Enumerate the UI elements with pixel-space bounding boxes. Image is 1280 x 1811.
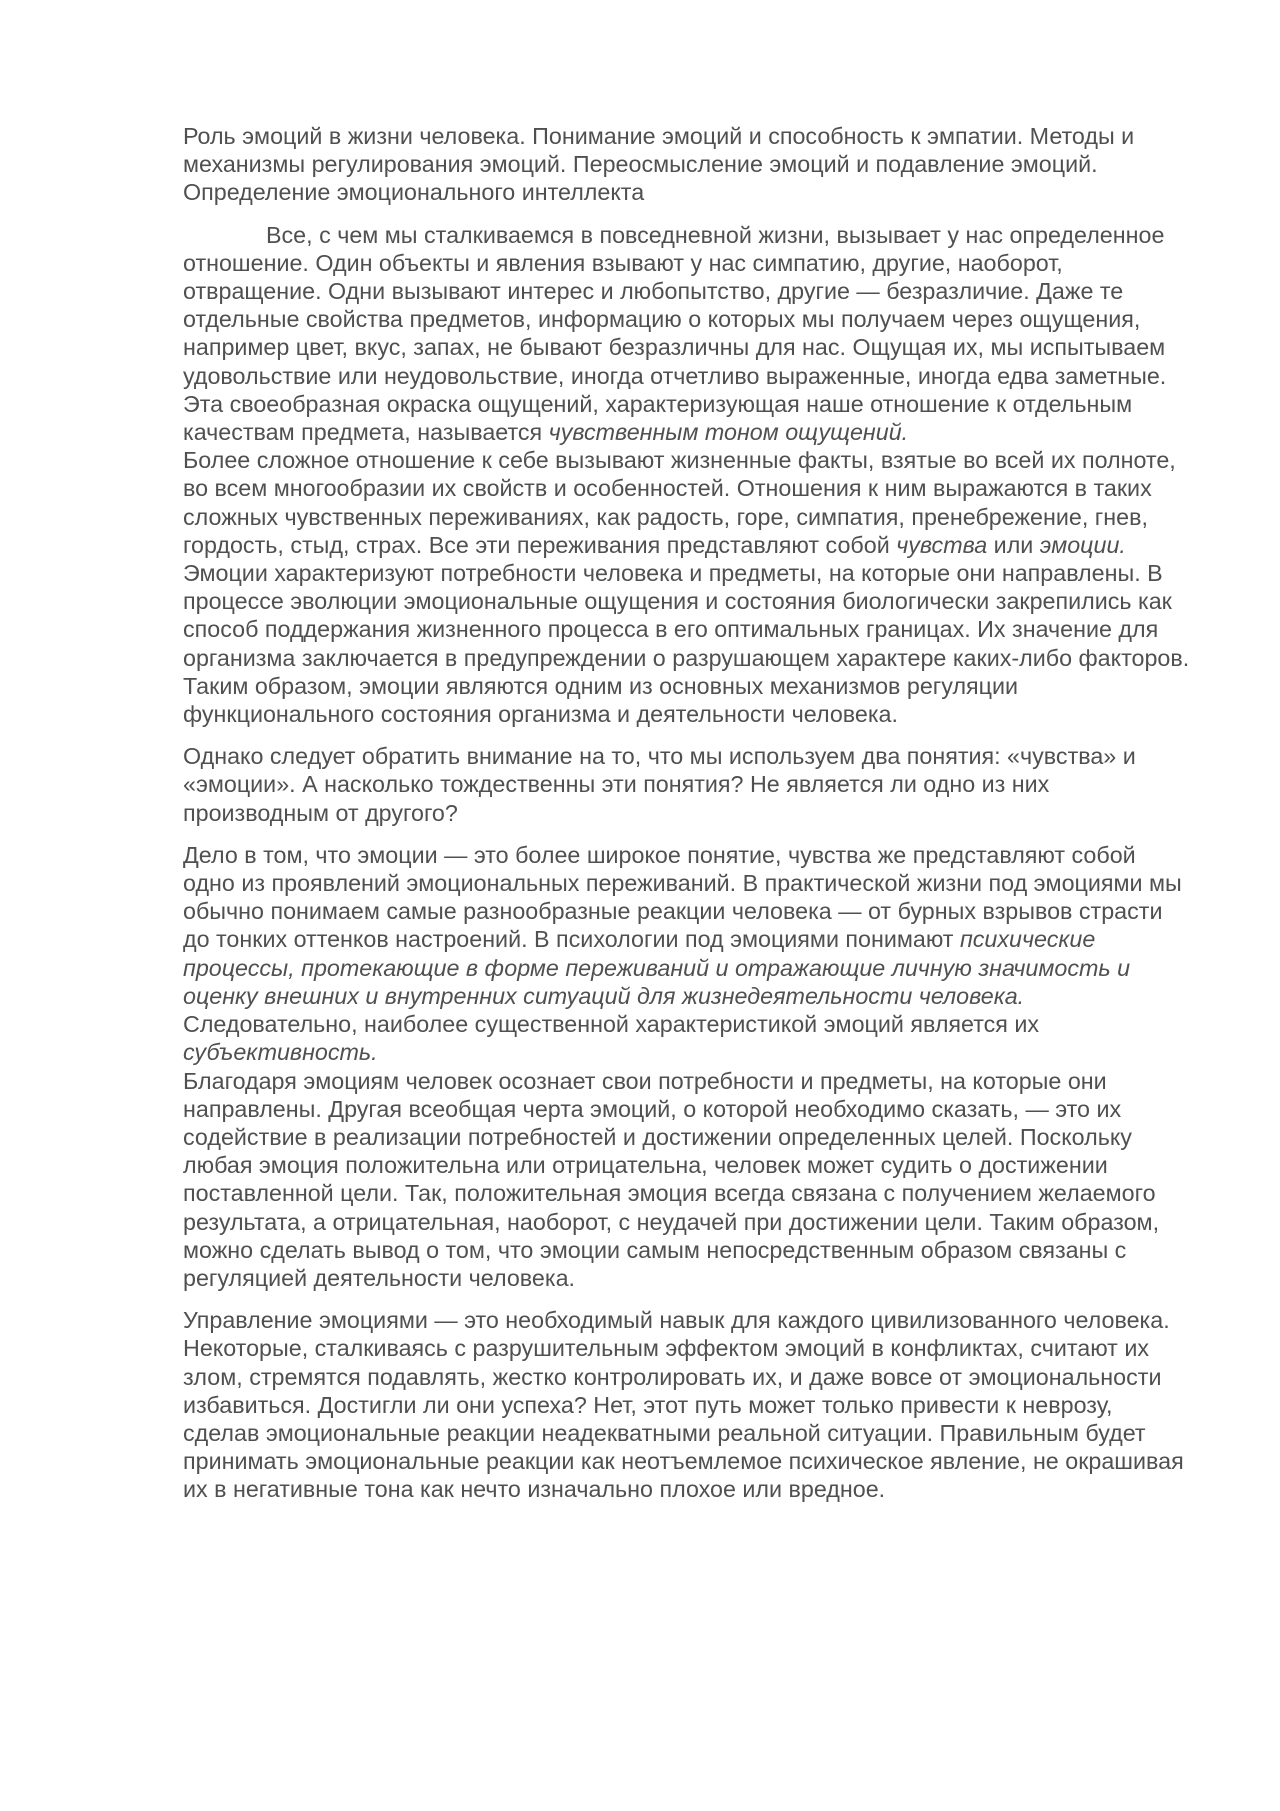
document-title: Роль эмоций в жизни человека. Понимание эмоций и способность к эмпатии. Методы и механизмы регулирования эмоций. Переосмысление эмоций и подавление эмоций. Определение эмоционального интеллекта [183,123,1135,206]
paragraph-4: Однако следует обратить внимание на то, что мы используем два понятия: «чувства» и «эмоции». А насколько тождественны эти понятия? Не является ли одно из них производным от другого? [183,743,1136,826]
paragraph-2-emphasis-1: чувства [896,531,988,558]
paragraph-7: Управление эмоциями — это необходимый навык для каждого цивилизованного человека. Некоторые, сталкиваясь с разрушительным эффектом эмоций в конфликтах, считают их злом, стремятся подавлять, жестко контролировать их, и даже вовсе от эмоциональности избавиться. Достигли ли они успеха? Нет, этот путь может только привести к неврозу, сделав эмоциональные реакции неадекватными реальной ситуации. Правильным будет принимать эмоциональные реакции как неотъемлемое психическое явление, не окрашивая их в негативные тона как нечто изначально плохое или вредное. [183,1307,1184,1503]
paragraph-5-text-1: Дело в том, что эмоции — это более широкое понятие, чувства же представляют собой одно из проявлений эмоциональных переживаний. В практической жизни под эмоциями мы обычно понимаем самые разнообразные реакции человека — от бурных взрывов страсти до тонких оттенков настроений. В психологии под эмоциями понимают [183,841,1182,953]
paragraph-1-emphasis: чувственным тоном ощущений. [548,419,909,446]
paragraph-5-emphasis-2: субъективность. [183,1039,378,1066]
paragraph-2-mid: или [987,531,1040,558]
paragraph-5-emphasis-1: психические процессы, протекающие в форме переживаний и отражающие личную значимость и оценку внешних и внутренних ситуаций для жизнедеятельности человека. [183,926,1131,1009]
paragraph-2 [183,446,1193,559]
paragraph-6: Благодаря эмоциям человек осознает свои потребности и предметы, на которые они направлены. Другая всеобщая черта эмоций, о которой необходимо сказать, — это их содействие в реализации потребностей и достижении определенных целей. Поскольку любая эмоция положительна или отрицательна, человек может судить о достижении поставленной цели. Так, положительная эмоция всегда связана с получением желаемого результата, а отрицательная, наоборот, с неудачей при достижении цели. Таким образом, можно сделать вывод о том, что эмоции самым непосредственным образом связаны с регуляцией деятельности человека. [183,1067,1160,1291]
paragraph-5-text-2: Следовательно, наиболее существенной характеристикой эмоций является их [183,1011,1040,1038]
document-body [183,122,1193,1504]
paragraph-1-text: Все, с чем мы сталкиваемся в повседневной жизни, вызывает у нас определенное отношение. Один объекты и явления взывают у нас симпатию, другие, наоборот, отвращение. Одни вызывают интерес и любопытство, другие — безразличие. Даже те отдельные свойства предметов, информацию о которых мы получаем через ощущения, например цвет, вкус, запах, не бывают безразличны для нас. Ощущая их, мы испытываем удовольствие или неудовольствие, иногда отчетливо выраженные, иногда едва заметные. Эта своеобразная окраска ощущений, характеризующая наше отношение к отдельным качествам предмета, называется [183,221,1167,446]
paragraph-2-emphasis-2: эмоции. [1039,531,1126,558]
paragraph-5 [183,841,1193,1067]
paragraph-3: Эмоции характеризуют потребности человека и предметы, на которые они направлены. В процессе эволюции эмоциональные ощущения и состояния биологически закрепились как способ поддержания жизненного процесса в его оптимальных границах. Их значение для организма заключается в предупреждении о разрушающем характере каких-либо факторов. Таким образом, эмоции являются одним из основных механизмов регуляции функционального состояния организма и деятельности человека. [183,560,1190,728]
paragraph-2-text: Более сложное отношение к себе вызывают жизненные факты, взятые во всей их полноте, во всем многообразии их свойств и особенностей. Отношения к ним выражаются в таких сложных чувственных переживаниях, как радость, горе, симпатия, пренебрежение, гнев, гордость, стыд, страх. Все эти переживания представляют собой [183,447,1176,558]
paragraph-1 [183,221,1193,447]
